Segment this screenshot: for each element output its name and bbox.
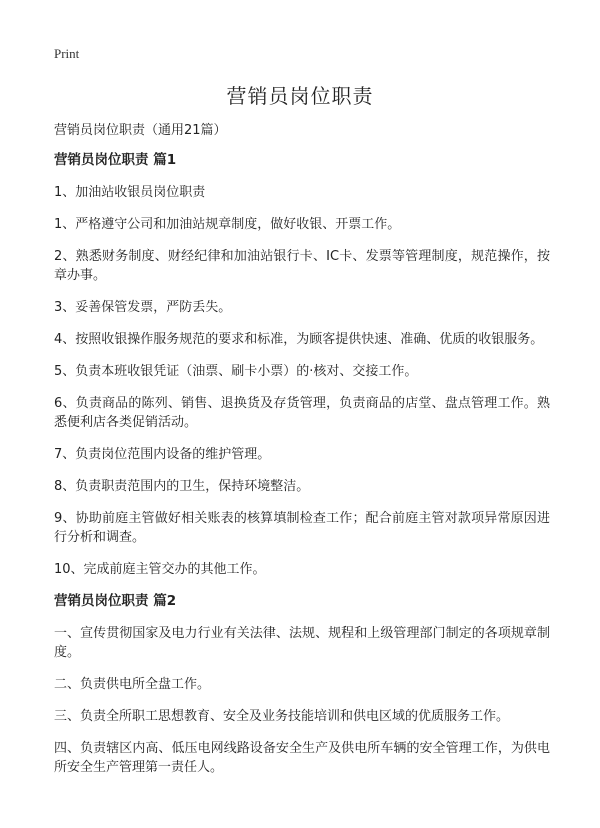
document-body (54, 121, 550, 790)
paragraph: 7、负责岗位范围内设备的维护管理。 (54, 447, 271, 462)
paragraph: 9、协助前庭主管做好相关账表的核算填制检查工作；配合前庭主管对款项异常原因进行分析和调查。 (54, 511, 550, 545)
paragraph: 三、负责全所职工思想教育、安全及业务技能培训和供电区域的优质服务工作。 (54, 709, 510, 724)
paragraph: 1、严格遵守公司和加油站规章制度，做好收银、开票工作。 (54, 217, 401, 232)
paragraph: 1、加油站收银员岗位职责 (54, 185, 206, 200)
paragraph: 6、负责商品的陈列、销售、退换货及存货管理，负责商品的店堂、盘点管理工作。熟悉便利店各类促销活动。 (54, 396, 550, 430)
paragraph: 四、负责辖区内高、低压电网线路设备安全生产及供电所车辆的安全管理工作，为供电所安全生产管理第一责任人。 (54, 741, 550, 775)
paragraph: 10、完成前庭主管交办的其他工作。 (54, 562, 266, 577)
paragraph: 8、负责职责范围内的卫生，保持环境整洁。 (54, 479, 310, 494)
section-heading-2: 营销员岗位职责 篇2 (54, 593, 177, 609)
document-subtitle: 营销员岗位职责（通用21篇） (54, 123, 227, 138)
document-title: 营销员岗位职责 (226, 84, 374, 108)
section-heading-1: 营销员岗位职责 篇1 (54, 152, 177, 168)
paragraph: 4、按照收银操作服务规范的要求和标准，为顾客提供快速、准确、优质的收银服务。 (54, 332, 544, 347)
paragraph: 二、负责供电所全盘工作。 (54, 677, 211, 692)
paragraph: 5、负责本班收银凭证（油票、刷卡小票）的·核对、交接工作。 (54, 364, 418, 379)
paragraph: 3、妥善保管发票，严防丢失。 (54, 300, 232, 315)
paragraph: 一、宣传贯彻国家及电力行业有关法律、法规、规程和上级管理部门制定的各项规章制度。 (54, 626, 550, 660)
print-label: Print (54, 46, 80, 61)
paragraph: 2、熟悉财务制度、财经纪律和加油站银行卡、IC卡、发票等管理制度，规范操作，按章办事。 (54, 249, 550, 283)
